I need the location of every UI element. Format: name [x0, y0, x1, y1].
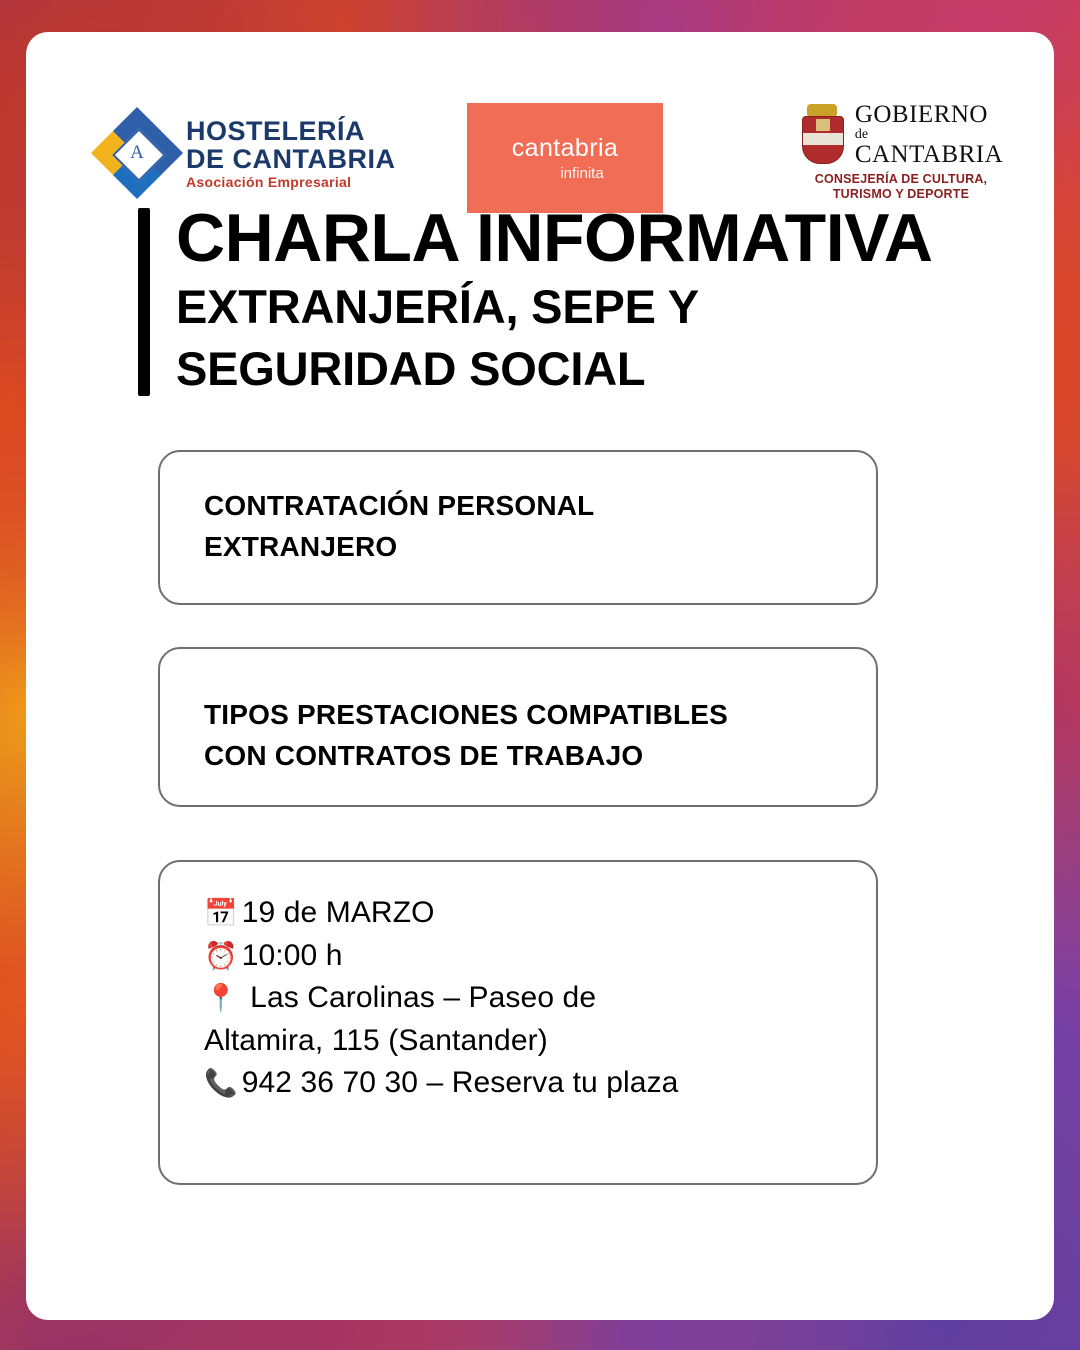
title-accent-bar	[138, 208, 150, 396]
hosteleria-line3: Asociación Empresarial	[186, 173, 352, 190]
diamond-chef-icon: A	[98, 114, 176, 192]
detail-date	[204, 892, 832, 935]
poster-card	[26, 32, 1054, 1320]
gobierno-sub-line1: CONSEJERÍA DE CULTURA,	[814, 172, 988, 187]
detail-location-line1: Las Carolinas – Paseo de	[250, 981, 597, 1015]
logo-gobierno-de-cantabria	[786, 102, 1016, 202]
hosteleria-line2: DE CANTABRIA	[186, 143, 396, 174]
event-details-box	[158, 860, 878, 1185]
topic-box-1	[158, 450, 878, 605]
logo-cantabria-infinita	[467, 103, 663, 213]
location-pin-icon: 📍	[204, 983, 238, 1014]
page-title: CHARLA INFORMATIVA	[176, 200, 933, 276]
title-block	[138, 200, 998, 396]
topic-2-line1: TIPOS PRESTACIONES COMPATIBLES	[204, 699, 729, 730]
cantabria-name: cantabria	[511, 134, 619, 162]
gobierno-sub-line2: TURISMO Y DEPORTE	[832, 187, 970, 202]
topic-2-line2: CON CONTRATOS DE TRABAJO	[204, 739, 644, 771]
phone-icon: 📞	[204, 1068, 238, 1099]
detail-date-text: 19 de MARZO	[241, 896, 435, 929]
gobierno-line1: GOBIERNO	[854, 101, 988, 128]
logo-strip	[26, 80, 1054, 210]
detail-location	[204, 977, 832, 1020]
topic-box-2	[158, 647, 878, 807]
topic-1-line1: CONTRATACIÓN PERSONAL	[204, 490, 595, 521]
calendar-icon: 📅	[204, 898, 238, 928]
clock-icon: ⏰	[204, 940, 238, 971]
gobierno-line3: CANTABRIA	[854, 140, 1004, 168]
detail-phone[interactable]	[204, 1062, 832, 1105]
detail-location-line2: Altamira, 115 (Santander)	[204, 1023, 548, 1057]
hosteleria-line1: HOSTELERÍA	[186, 115, 366, 146]
topic-1-line2: EXTRANJERO	[204, 530, 398, 562]
coat-of-arms-icon	[799, 104, 845, 166]
logo-hosteleria-de-cantabria	[98, 114, 396, 192]
gobierno-line2: de	[854, 126, 869, 142]
page-subtitle-line2: SEGURIDAD SOCIAL	[176, 341, 646, 395]
cantabria-tagline: infinita	[560, 165, 604, 182]
detail-time	[204, 935, 832, 978]
page-subtitle-line1: EXTRANJERÍA, SEPE Y	[176, 280, 699, 334]
detail-location-line2-wrap	[204, 1020, 832, 1063]
detail-phone-text[interactable]: 942 36 70 30 – Reserva tu plaza	[241, 1066, 679, 1100]
detail-time-text: 10:00 h	[241, 938, 343, 972]
